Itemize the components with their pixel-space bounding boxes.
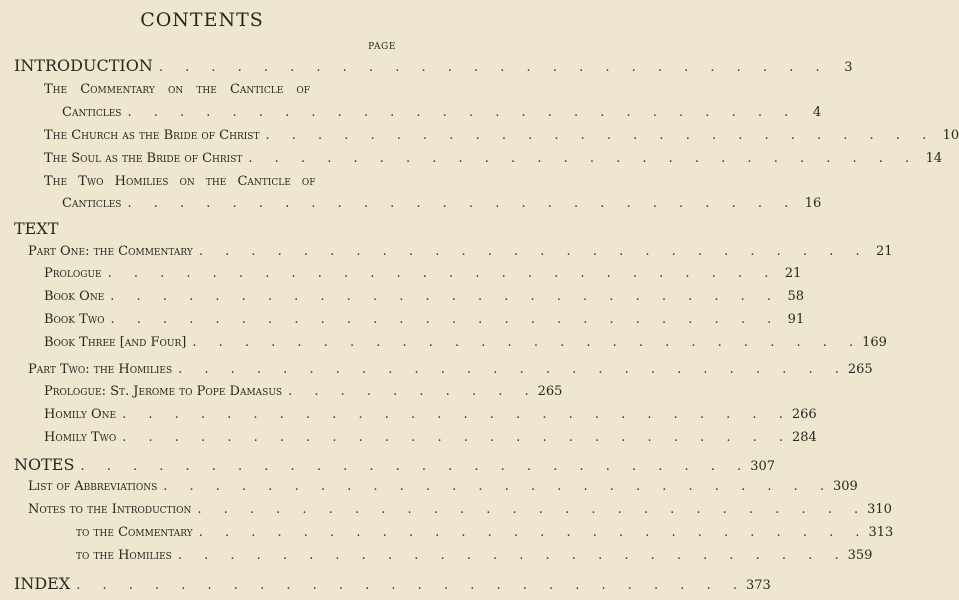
toc-page-number: 266: [791, 407, 817, 422]
toc-label: Canticles: [62, 196, 122, 211]
toc-entry-list-abbreviations[interactable]: [28, 479, 858, 494]
toc-entry-notes[interactable]: [14, 455, 776, 474]
toc-label: INDEX: [14, 574, 71, 593]
page-title: CONTENTS: [140, 9, 264, 31]
toc-label: Notes to the Introduction: [28, 502, 192, 517]
toc-entry-prologue-jerome[interactable]: [44, 384, 563, 399]
toc-label: Prologue: [44, 266, 102, 281]
toc-label: Canticles: [62, 105, 122, 120]
toc-page-number: 58: [787, 289, 805, 304]
toc-page-number: 284: [792, 430, 817, 445]
dot-leader: . . . . . . . . . . . . . . . . . . . . . . . . . .: [107, 266, 778, 281]
toc-page-number: 359: [847, 548, 873, 563]
toc-page-number: 21: [876, 244, 893, 259]
toc-entry-notes-introduction[interactable]: [28, 502, 892, 517]
toc-page-number: 16: [804, 196, 822, 211]
toc-page-number: 307: [750, 459, 776, 474]
toc-page-number: 21: [784, 266, 802, 281]
toc-page-number: 91: [787, 312, 805, 327]
toc-entry-book-one[interactable]: [44, 289, 805, 304]
toc-label: Homily One: [44, 407, 117, 422]
toc-entry-soul-bride[interactable]: [44, 151, 943, 166]
toc-page-number: 313: [868, 525, 894, 540]
toc-page-number: 309: [833, 479, 858, 494]
toc-label: Homily Two: [44, 430, 117, 445]
toc-entry-prologue[interactable]: [44, 266, 802, 281]
dot-leader: . . . . . . . . . .: [288, 384, 538, 399]
toc-page-number: 10: [942, 128, 959, 143]
toc-label: INTRODUCTION: [14, 56, 153, 75]
dot-leader: . . . . . . . . . . . . . . . . . . . . . . . . . .: [122, 407, 792, 422]
dot-leader: . . . . . . . . . . . . . . . . . . . . . . . . . .: [158, 60, 829, 75]
toc-label: to the Commentary: [76, 525, 193, 540]
toc-section-text[interactable]: TEXT: [14, 219, 59, 238]
toc-entry-homily-two[interactable]: [44, 430, 817, 445]
toc-entry-notes-commentary[interactable]: [76, 525, 894, 540]
dot-leader: . . . . . . . . . . . . . . . . . . . . . . . . . .: [178, 362, 848, 377]
toc-label: The Soul as the Bride of Christ: [44, 151, 243, 166]
toc-entry-book-three[interactable]: [44, 335, 887, 350]
toc-label: Prologue: St. Jerome to Pope Damasus: [44, 384, 283, 399]
toc-entry-two-homilies-line1[interactable]: The Two Homilies on the Canticle of: [44, 174, 316, 189]
dot-leader: . . . . . . . . . . . . . . . . . . . . . . . . . .: [163, 479, 833, 494]
toc-label: Part Two: the Homilies: [28, 362, 173, 377]
toc-entry-book-two[interactable]: [44, 312, 805, 327]
toc-page-number: 265: [847, 362, 873, 377]
dot-leader: . . . . . . . . . . . . . . . . . . . . . . . . . .: [177, 548, 848, 563]
toc-entry-homily-one[interactable]: [44, 407, 817, 422]
toc-entry-part-one[interactable]: [28, 244, 893, 259]
toc-page-number: 4: [812, 105, 822, 120]
toc-label: NOTES: [14, 455, 75, 474]
toc-entry-part-two[interactable]: [28, 362, 873, 377]
dot-leader: . . . . . . . . . . . . . . . . . . . . . . . . . .: [127, 196, 798, 211]
toc-label: List of Abbreviations: [28, 479, 158, 494]
dot-leader: . . . . . . . . . . . . . . . . . . . . . . . . . .: [127, 105, 798, 120]
toc-page-number: 265: [537, 384, 563, 399]
toc-label: Book One: [44, 289, 105, 304]
toc-entry-notes-homilies[interactable]: [76, 548, 873, 563]
page-column-header: PAGE: [368, 42, 396, 52]
dot-leader: . . . . . . . . . . . . . . . . . . . . . . . . . .: [192, 335, 863, 350]
dot-leader: . . . . . . . . . . . . . . . . . . . . . . . . . .: [197, 502, 868, 517]
dot-leader: . . . . . . . . . . . . . . . . . . . . . . . . . .: [265, 128, 936, 143]
toc-page-number: 169: [862, 335, 887, 350]
toc-entry-two-homilies[interactable]: [62, 196, 822, 211]
dot-leader: . . . . . . . . . . . . . . . . . . . . . . . . . .: [198, 525, 869, 540]
toc-label: to the Homilies: [76, 548, 172, 563]
toc-label: Part One: the Commentary: [28, 244, 193, 259]
toc-page-number: 310: [867, 502, 892, 517]
dot-leader: . . . . . . . . . . . . . . . . . . . . . . . . . .: [122, 430, 793, 445]
toc-entry-commentary-line1[interactable]: The Commentary on the Canticle of: [44, 82, 311, 97]
dot-leader: . . . . . . . . . . . . . . . . . . . . . . . . . .: [198, 244, 869, 259]
toc-page-number: 14: [925, 151, 943, 166]
toc-page-number: 3: [844, 60, 853, 75]
toc-entry-church-bride[interactable]: [44, 128, 959, 143]
dot-leader: . . . . . . . . . . . . . . . . . . . . . . . . . .: [248, 151, 919, 166]
toc-entry-index[interactable]: [14, 574, 771, 593]
toc-page-number: 373: [745, 578, 771, 593]
toc-label: The Church as the Bride of Christ: [44, 128, 260, 143]
toc-entry-commentary[interactable]: [62, 105, 822, 120]
toc-label: Book Two: [44, 312, 105, 327]
toc-label: Book Three [and Four]: [44, 335, 187, 350]
dot-leader: . . . . . . . . . . . . . . . . . . . . . . . . . .: [76, 578, 746, 593]
dot-leader: . . . . . . . . . . . . . . . . . . . . . . . . . .: [110, 312, 781, 327]
dot-leader: . . . . . . . . . . . . . . . . . . . . . . . . . .: [80, 459, 751, 474]
toc-entry-introduction[interactable]: [14, 56, 853, 75]
dot-leader: . . . . . . . . . . . . . . . . . . . . . . . . . .: [110, 289, 781, 304]
